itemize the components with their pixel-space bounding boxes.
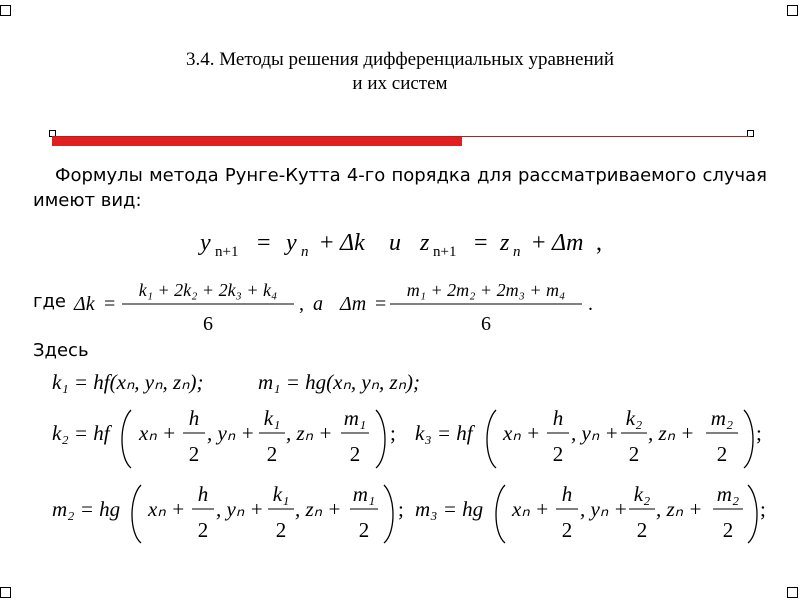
svg-text:m₃ = hg: m₃ = hg [415,497,484,521]
title-line-1: 3.4. Методы решения дифференциальных уравнений [186,49,614,70]
svg-text:2: 2 [275,518,287,542]
svg-text:2: 2 [722,518,734,542]
svg-text:z: z [500,230,510,256]
svg-text:2: 2 [716,442,728,466]
svg-text:k₂ = hf: k₂ = hf [52,421,110,445]
m1-definition: m₁ = hg(xₙ, yₙ, zₙ); [258,370,421,394]
svg-text:h: h [197,482,209,506]
svg-text:k₂: k₂ [633,482,651,506]
formula-increments [73,280,593,335]
conj-u: и [389,230,401,256]
svg-text:n: n [301,244,309,260]
formula-m2 [52,482,404,543]
formula-k1-m1 [52,370,420,394]
svg-text:2: 2 [358,518,370,542]
svg-text:xₙ +: xₙ + [512,497,550,521]
svg-text:;: ; [390,421,396,445]
formula-m3 [415,482,766,543]
formula-k3 [415,406,762,468]
svg-text:k₂: k₂ [625,406,643,430]
svg-text:m₁: m₁ [352,482,376,506]
svg-text:, yₙ +: , yₙ + [580,497,628,521]
svg-text:k₃ = hf: k₃ = hf [415,421,473,445]
svg-text:, yₙ +: , yₙ + [216,497,264,521]
svg-text:2: 2 [561,518,573,542]
svg-text:2: 2 [266,442,278,466]
svg-text:2: 2 [197,518,209,542]
svg-text:6: 6 [481,313,491,335]
formula-k2 [52,406,396,468]
intro-text: Формулы метода Рунге-Кутта 4-го порядка для рассматриваемого случая имеют вид: [33,165,767,211]
svg-text:2: 2 [552,442,564,466]
svg-text:.: . [588,293,593,315]
label-zdes: Здесь [33,340,89,361]
svg-text:;: ; [760,497,766,521]
label-gde: где [33,291,66,312]
svg-text:, yₙ +: , yₙ + [207,421,255,445]
svg-text:2: 2 [349,442,361,466]
svg-text:=: = [375,293,387,315]
sub-n1: n+1 [215,244,239,260]
title-line-2: и их систем [352,73,448,94]
svg-text:2: 2 [188,442,200,466]
svg-text:2: 2 [628,442,640,466]
svg-text:m₂ = hg: m₂ = hg [52,497,121,521]
svg-text:m₂: m₂ [710,406,734,430]
svg-text:=: = [104,293,116,315]
svg-text:n: n [513,244,521,260]
svg-text:2: 2 [636,518,648,542]
svg-text:6: 6 [203,313,213,335]
sym-delta-k: Δk [340,230,365,256]
svg-text:h: h [552,406,564,430]
frac-m-numerator: m₁ + 2m₂ + 2m₃ + m₄ [406,280,566,300]
svg-text:h: h [561,482,573,506]
svg-text:=: = [257,230,271,256]
svg-text:, zₙ +: , zₙ + [656,497,703,521]
svg-text:h: h [188,406,200,430]
k1-definition: k₁ = hf(xₙ, yₙ, zₙ); [52,370,204,394]
svg-text:m₂: m₂ [716,482,740,506]
svg-text:xₙ +: xₙ + [148,497,186,521]
svg-text:k₁: k₁ [263,406,281,430]
sym-delta-m: Δm [552,230,584,256]
svg-text:, zₙ +: , zₙ + [295,497,342,521]
svg-text:, yₙ +: , yₙ + [571,421,619,445]
svg-text:z: z [420,230,430,256]
frac-k-numerator: k₁ + 2k₂ + 2k₃ + k₄ [138,280,278,300]
svg-text:, zₙ +: , zₙ + [648,421,695,445]
formula-update-rule [198,230,602,260]
svg-text:Δm: Δm [340,293,367,315]
svg-text:y: y [286,230,297,256]
svg-text:+: + [532,230,546,256]
svg-text:m₁: m₁ [343,406,367,430]
svg-text:+: + [320,230,334,256]
sym-y: y [200,230,211,256]
svg-text:Δk: Δk [74,293,95,315]
svg-text:k₁: k₁ [272,482,290,506]
svg-text:;: ; [756,421,762,445]
svg-text:,: , [299,293,304,315]
svg-text:n+1: n+1 [433,244,457,260]
svg-text:,: , [596,230,602,256]
svg-text:;: ; [398,497,404,521]
svg-text:, zₙ +: , zₙ + [286,421,333,445]
svg-text:xₙ +: xₙ + [503,421,541,445]
conj-a: а [313,293,323,315]
svg-text:xₙ +: xₙ + [139,421,177,445]
svg-text:=: = [474,230,488,256]
